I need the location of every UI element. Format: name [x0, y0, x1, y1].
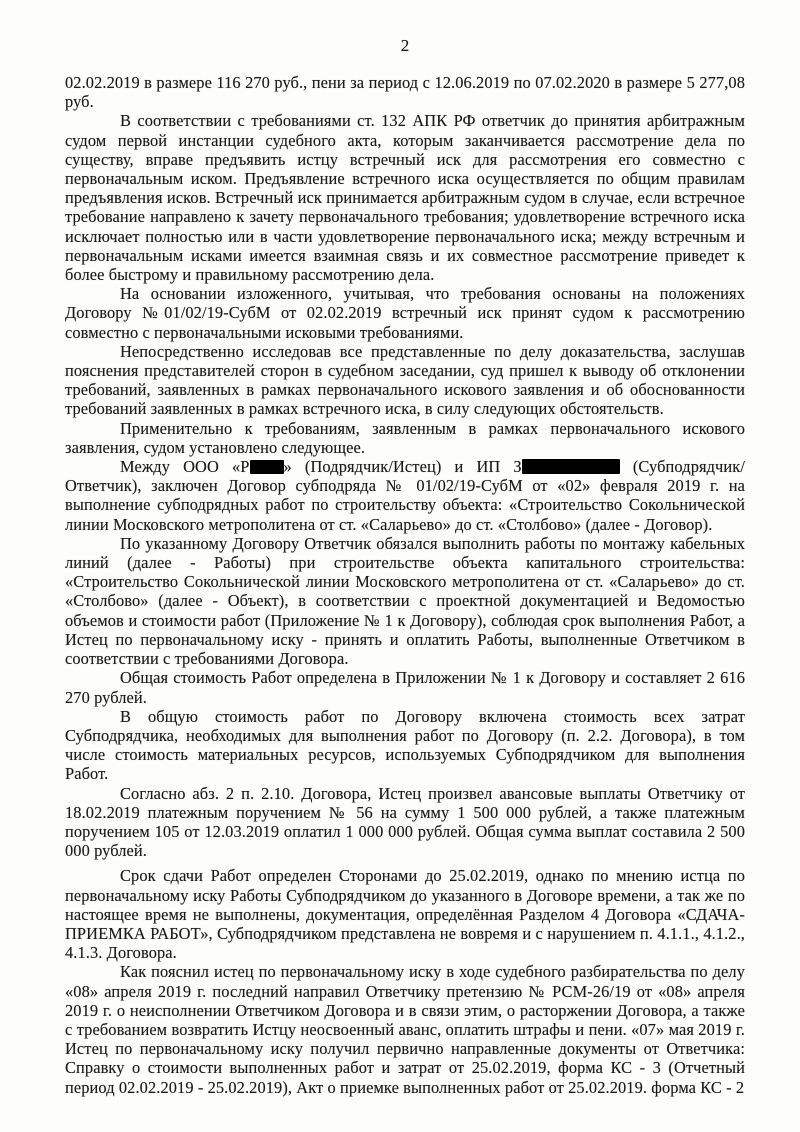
document-body [65, 73, 745, 1097]
paragraph: Общая стоимость Работ определена в Приложении № 1 к Договору и составляет 2 616 270 рублей. [65, 668, 745, 707]
paragraph: Согласно абз. 2 п. 2.10. Договора, Истец произвел авансовые выплаты Ответчику от 18.02.2019 платежным поручением № 56 на сумму 1 500 000 рублей, а также платежным поручением 105 от 12.03.2019 оплатил 1 000 000 рублей. Общая сумма выплат составила 2 500 000 рублей. [65, 783, 745, 861]
paragraph: Срок сдачи Работ определен Сторонами до 25.02.2019, однако по мнению истца по первоначальному иску Работы Субподрядчиком до указанного в Договоре времени, а так же по настоящее время не выполнены, документация, определённая Разделом 4 Договора «СДАЧА-ПРИЕМКА РАБОТ», Субподрядчиком представлена не вовремя и с нарушением п. 4.1.1., 4.1.2., 4.1.3. Договора. [65, 866, 745, 963]
paragraph: На основании изложенного, учитывая, что требования основаны на положениях Договору №01/02/19-СубМ от 02.02.2019 встречный иск принят судом к рассмотрению совместно с первоначальными исковыми требованиями. [65, 284, 745, 342]
paragraph: В общую стоимость работ по Договору включена стоимость всех затрат Субподрядчика, необходимых для выполнения работ по Договору (п. 2.2. Договора), в том числе стоимость материальных ресурсов, используемых Субподрядчиком для выполнения Работ. [65, 706, 745, 784]
paragraph: В соответствии с требованиями ст. 132 АПК РФ ответчик до принятия арбитражным судом первой инстанции судебного акта, которым заканчивается рассмотрение дела по существу, вправе предъявить истцу встречный иск для рассмотрения его совместно с первоначальным иском. Предъявление встречного иска осуществляется по общим правилам предъявления исков. Встречный иск принимается арбитражным судом в случае, если встречное требование направлено к зачету первоначального требования; удовлетворение встречного иска исключает полностью или в части удовлетворение первоначального иска; между встречным и первоначальным исками имеется взаимная связь и их совместное рассмотрение приведет к более быстрому и правильному рассмотрению дела. [65, 111, 745, 285]
page-number: 2 [400, 36, 410, 55]
redaction-box [250, 460, 284, 474]
paragraph: Непосредственно исследовав все представленные по делу доказательства, заслушав пояснения представителей сторон в судебном заседании, суд пришел к выводу об отклонении требований, заявленных в рамках первоначального искового заявления и об обоснованности требований заявленных в рамках встречного иска, в силу следующих обстоятельств. [65, 341, 745, 419]
paragraph: По указанному Договору Ответчик обязался выполнить работы по монтажу кабельных линий (далее - Работы) при строительстве объекта капитального строительства: «Строительство Сокольнической линии Московского метрополитена от ст. «Саларьево» до ст. «Столбово» (далее - Объект), в соответствии с проектной документацией и Ведомостью объемов и стоимости работ (Приложение № 1 к Договору), соблюдая срок выполнения Работ, а Истец по первоначальному иску - принять и оплатить Работы, выполненные Ответчиком в соответствии с требованиями Договора. [65, 533, 745, 669]
paragraph: Как пояснил истец по первоначальному иску в ходе судебного разбирательства по делу «08» апреля 2019 г. последний направил Ответчику претензию № РСМ-26/19 от «08» апреля 2019 г. о неисполнении Ответчиком Договора и в связи этим, о расторжении Договора, а также с требованием возвратить Истцу неосвоенный аванс, оплатить штрафы и пени. «07» мая 2019 г. Истец по первоначальному иску получил первично направленные документы от Ответчика: Справку о стоимости выполненных работ и затрат от 25.02.2019, форма КС - 3 (Отчетный период 02.02.2019 - 25.02.2019), Акт о приемке выполненных работ от 25.02.2019. форма КС - 2 [65, 962, 745, 1097]
paragraph: Применительно к требованиям, заявленным в рамках первоначального искового заявления, судом установлено следующее. [65, 418, 745, 457]
paragraph: 02.02.2019 в размере 116 270 руб., пени за период с 12.06.2019 по 07.02.2020 в размере 5 277,08 руб. [65, 73, 745, 112]
paragraph: Между ООО «Р » (Подрядчик/Истец) и ИП З (Субподрядчик/Ответчик), заключен Договор субподряда № 01/02/19-СубМ от «02» февраля 2019 г. на выполнение субподрядных работ по строительству объекта: «Строительство Сокольнической линии Московского метрополитена от ст. «Саларьево» до ст. «Столбово» (далее - Договор). [65, 457, 745, 534]
redaction-box [522, 459, 620, 474]
